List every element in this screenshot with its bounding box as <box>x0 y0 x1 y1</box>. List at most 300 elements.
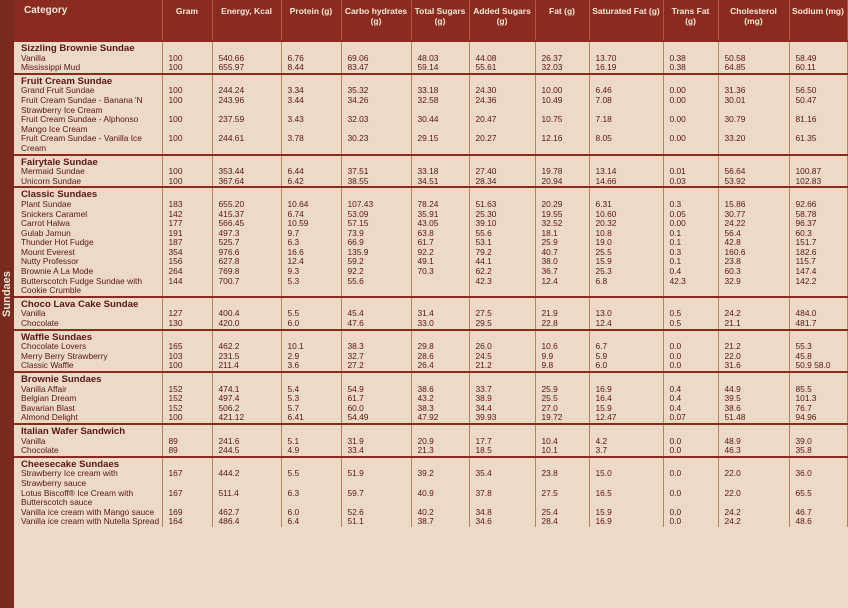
item-name: Gulab Jamun <box>14 229 162 239</box>
item-name: Vanilla Affair <box>14 385 162 395</box>
nutrition-value: 56.4 <box>718 229 789 239</box>
nutrition-value: 24.5 <box>469 352 535 362</box>
nutrition-value: 147.4 <box>789 267 847 277</box>
nutrition-value: 55.61 <box>469 63 535 74</box>
section-title: Cheesecake Sundaes <box>14 457 162 470</box>
nutrition-value: 14.66 <box>589 177 663 188</box>
empty-cell <box>789 424 847 437</box>
table-row <box>14 446 847 457</box>
nutrition-value: 462.7 <box>212 508 281 518</box>
nutrition-value: 66.9 <box>341 238 411 248</box>
nutrition-value: 21.3 <box>411 446 469 457</box>
nutrition-value: 10.8 <box>589 229 663 239</box>
nutrition-value: 37.8 <box>469 489 535 508</box>
nutrition-value: 61.7 <box>411 238 469 248</box>
nutrition-value: 38.7 <box>411 517 469 527</box>
nutrition-value: 0.38 <box>663 63 718 74</box>
nutrition-value: 525.7 <box>212 238 281 248</box>
item-name: Chocolate <box>14 319 162 330</box>
nutrition-value: 481.7 <box>789 319 847 330</box>
nutrition-value: 10.1 <box>535 446 589 457</box>
nutrition-value: 474.1 <box>212 385 281 395</box>
nutrition-value: 191 <box>162 229 212 239</box>
nutrition-value: 400.4 <box>212 309 281 319</box>
nutrition-value: 49.1 <box>411 257 469 267</box>
nutrition-value: 16.5 <box>589 489 663 508</box>
nutrition-value: 169 <box>162 508 212 518</box>
nutrition-value: 26.4 <box>411 361 469 372</box>
nutrition-value: 19.0 <box>589 238 663 248</box>
nutrition-value: 976.6 <box>212 248 281 258</box>
nutrition-value: 0.00 <box>663 96 718 115</box>
nutrition-value: 462.2 <box>212 342 281 352</box>
nutrition-value: 65.5 <box>789 489 847 508</box>
nutrition-value: 244.61 <box>212 134 281 154</box>
empty-cell <box>411 372 469 385</box>
nutrition-value: 10.1 <box>281 342 341 352</box>
nutrition-value: 5.3 <box>281 277 341 297</box>
nutrition-value: 167 <box>162 469 212 488</box>
nutrition-value: 39.10 <box>469 219 535 229</box>
empty-cell <box>535 41 589 54</box>
nutrition-value: 46.7 <box>789 508 847 518</box>
nutrition-value: 35.4 <box>469 469 535 488</box>
nutrition-value: 48.6 <box>789 517 847 527</box>
table-row <box>14 319 847 330</box>
nutrition-value: 415.37 <box>212 210 281 220</box>
nutrition-value: 32.9 <box>718 277 789 297</box>
table-body <box>14 41 847 527</box>
nutrition-value: 655.97 <box>212 63 281 74</box>
nutrition-value: 35.32 <box>341 86 411 96</box>
nutrition-value: 20.94 <box>535 177 589 188</box>
item-name: Classic Waffle <box>14 361 162 372</box>
nutrition-value: 20.47 <box>469 115 535 134</box>
nutrition-value: 30.79 <box>718 115 789 134</box>
nutrition-value: 44.9 <box>718 385 789 395</box>
nutrition-value: 61.35 <box>789 134 847 154</box>
nutrition-value: 7.18 <box>589 115 663 134</box>
nutrition-value: 55.6 <box>341 277 411 297</box>
nutrition-value: 19.78 <box>535 167 589 177</box>
nutrition-value: 5.7 <box>281 404 341 414</box>
nutrition-value: 16.9 <box>589 517 663 527</box>
nutrition-value: 151.7 <box>789 238 847 248</box>
nutrition-value: 9.9 <box>535 352 589 362</box>
nutrition-value: 54.9 <box>341 385 411 395</box>
nutrition-value: 16.19 <box>589 63 663 74</box>
nutrition-value: 20.9 <box>411 437 469 447</box>
nutrition-value: 32.7 <box>341 352 411 362</box>
empty-cell <box>162 372 212 385</box>
nutrition-value: 102.83 <box>789 177 847 188</box>
nutrition-value: 144 <box>162 277 212 297</box>
nutrition-value: 39.2 <box>411 469 469 488</box>
nutrition-value: 29.5 <box>469 319 535 330</box>
nutrition-value: 40.2 <box>411 508 469 518</box>
nutrition-value: 244.5 <box>212 446 281 457</box>
nutrition-value: 31.36 <box>718 86 789 96</box>
nutrition-value: 81.16 <box>789 115 847 134</box>
nutrition-value: 21.1 <box>718 319 789 330</box>
nutrition-value: 421.12 <box>212 413 281 424</box>
nutrition-value: 50.47 <box>789 96 847 115</box>
nutrition-value: 6.3 <box>281 238 341 248</box>
nutrition-value: 40.7 <box>535 248 589 258</box>
nutrition-value: 58.49 <box>789 54 847 64</box>
nutrition-value: 24.2 <box>718 508 789 518</box>
nutrition-value: 0.0 <box>663 361 718 372</box>
nutrition-value: 6.44 <box>281 167 341 177</box>
nutrition-value: 32.03 <box>535 63 589 74</box>
nutrition-value: 94.96 <box>789 413 847 424</box>
item-name: Bavarian Blast <box>14 404 162 414</box>
nutrition-value: 22.0 <box>718 489 789 508</box>
nutrition-value: 444.2 <box>212 469 281 488</box>
nutrition-value: 511.4 <box>212 489 281 508</box>
item-name: Plant Sundae <box>14 200 162 210</box>
section-title: Brownie Sundaes <box>14 372 162 385</box>
nutrition-value: 6.4 <box>281 517 341 527</box>
nutrition-value: 12.4 <box>535 277 589 297</box>
nutrition-value: 22.8 <box>535 319 589 330</box>
item-name: Strawberry Ice cream with Strawberry sauce <box>14 469 162 488</box>
column-header: Cholesterol (mg) <box>718 0 789 41</box>
nutrition-value: 27.2 <box>341 361 411 372</box>
nutrition-value: 6.42 <box>281 177 341 188</box>
nutrition-value: 484.0 <box>789 309 847 319</box>
nutrition-value: 30.44 <box>411 115 469 134</box>
nutrition-value: 59.7 <box>341 489 411 508</box>
table-row <box>14 115 847 134</box>
item-name: Fruit Cream Sundae - Banana 'N Strawberry Ice Cream <box>14 96 162 115</box>
nutrition-value: 5.5 <box>281 469 341 488</box>
nutrition-value: 237.59 <box>212 115 281 134</box>
nutrition-value: 22.0 <box>718 469 789 488</box>
nutrition-value: 15.9 <box>589 257 663 267</box>
nutrition-value: 12.47 <box>589 413 663 424</box>
item-name: Brownie A La Mode <box>14 267 162 277</box>
nutrition-value: 12.4 <box>589 319 663 330</box>
nutrition-value: 100 <box>162 167 212 177</box>
nutrition-value: 85.5 <box>789 385 847 395</box>
empty-cell <box>162 41 212 54</box>
nutrition-value: 48.9 <box>718 437 789 447</box>
nutrition-value: 56.64 <box>718 167 789 177</box>
column-header: Energy, Kcal <box>212 0 281 41</box>
table-row <box>14 177 847 188</box>
nutrition-value: 24.2 <box>718 309 789 319</box>
item-name: Fruit Cream Sundae - Vanilla Ice Cream <box>14 134 162 154</box>
nutrition-value: 25.9 <box>535 385 589 395</box>
nutrition-value: 25.4 <box>535 508 589 518</box>
nutrition-value: 34.8 <box>469 508 535 518</box>
nutrition-value: 13.14 <box>589 167 663 177</box>
nutrition-value: 30.23 <box>341 134 411 154</box>
nutrition-value: 39.5 <box>718 394 789 404</box>
nutrition-table <box>14 0 848 527</box>
empty-cell <box>663 41 718 54</box>
nutrition-value: 0.0 <box>663 517 718 527</box>
nutrition-value: 5.3 <box>281 394 341 404</box>
column-header: Trans Fat (g) <box>663 0 718 41</box>
nutrition-value: 69.06 <box>341 54 411 64</box>
item-name: Carrot Halwa <box>14 219 162 229</box>
nutrition-value: 73.9 <box>341 229 411 239</box>
nutrition-value: 32.52 <box>535 219 589 229</box>
nutrition-value: 0.00 <box>663 219 718 229</box>
item-name: Almond Delight <box>14 413 162 424</box>
nutrition-value: 27.5 <box>469 309 535 319</box>
item-name: Vanilla <box>14 437 162 447</box>
table-row <box>14 96 847 115</box>
empty-cell <box>663 424 718 437</box>
nutrition-value: 38.6 <box>411 385 469 395</box>
nutrition-value: 0.1 <box>663 229 718 239</box>
nutrition-value: 43.2 <box>411 394 469 404</box>
nutrition-value: 231.5 <box>212 352 281 362</box>
side-bar <box>0 0 14 608</box>
nutrition-value: 10.75 <box>535 115 589 134</box>
nutrition-value: 37.51 <box>341 167 411 177</box>
item-name: Merry Berry Strawberry <box>14 352 162 362</box>
empty-cell <box>718 41 789 54</box>
nutrition-value: 18.5 <box>469 446 535 457</box>
column-header: Sodium (mg) <box>789 0 847 41</box>
nutrition-value: 6.7 <box>589 342 663 352</box>
nutrition-value: 27.0 <box>535 404 589 414</box>
nutrition-value: 6.31 <box>589 200 663 210</box>
nutrition-value: 15.0 <box>589 469 663 488</box>
column-header: Fat (g) <box>535 0 589 41</box>
table-row <box>14 413 847 424</box>
nutrition-value: 177 <box>162 219 212 229</box>
nutrition-value: 51.63 <box>469 200 535 210</box>
empty-cell <box>469 372 535 385</box>
empty-cell <box>535 424 589 437</box>
nutrition-value: 53.1 <box>469 238 535 248</box>
nutrition-value: 38.0 <box>535 257 589 267</box>
nutrition-value: 64.85 <box>718 63 789 74</box>
nutrition-value: 20.27 <box>469 134 535 154</box>
nutrition-value: 187 <box>162 238 212 248</box>
item-name: Unicorn Sundae <box>14 177 162 188</box>
nutrition-value: 30.77 <box>718 210 789 220</box>
column-header: Saturated Fat (g) <box>589 0 663 41</box>
nutrition-value: 152 <box>162 394 212 404</box>
nutrition-value: 5.5 <box>281 309 341 319</box>
nutrition-value: 24.36 <box>469 96 535 115</box>
item-name: Fruit Cream Sundae - Alphonso Mango Ice Cream <box>14 115 162 134</box>
item-name: Grand Fruit Sundae <box>14 86 162 96</box>
nutrition-value: 8.05 <box>589 134 663 154</box>
section-title: Fairytale Sundae <box>14 155 162 168</box>
item-name: Butterscotch Fudge Sundae with Cookie Crumble <box>14 277 162 297</box>
nutrition-value: 0.38 <box>663 54 718 64</box>
nutrition-value: 6.46 <box>589 86 663 96</box>
table-row <box>14 489 847 508</box>
nutrition-value: 142.2 <box>789 277 847 297</box>
nutrition-value: 45.8 <box>789 352 847 362</box>
nutrition-value: 47.92 <box>411 413 469 424</box>
section-header-row <box>14 41 847 54</box>
nutrition-value: 22.0 <box>718 352 789 362</box>
nutrition-value: 33.20 <box>718 134 789 154</box>
nutrition-value: 25.5 <box>589 248 663 258</box>
nutrition-value: 15.86 <box>718 200 789 210</box>
nutrition-value: 60.11 <box>789 63 847 74</box>
empty-cell <box>341 41 411 54</box>
nutrition-value: 36.0 <box>789 469 847 488</box>
nutrition-value: 21.2 <box>469 361 535 372</box>
nutrition-value: 76.7 <box>789 404 847 414</box>
nutrition-value: 211.4 <box>212 361 281 372</box>
nutrition-value: 15.9 <box>589 508 663 518</box>
nutrition-value: 6.76 <box>281 54 341 64</box>
nutrition-value: 0.1 <box>663 238 718 248</box>
nutrition-value: 354 <box>162 248 212 258</box>
nutrition-value: 34.6 <box>469 517 535 527</box>
nutrition-value: 33.18 <box>411 167 469 177</box>
nutrition-value: 2.9 <box>281 352 341 362</box>
nutrition-value: 164 <box>162 517 212 527</box>
column-header: Carbo hydrates (g) <box>341 0 411 41</box>
nutrition-value: 59.2 <box>341 257 411 267</box>
nutrition-value: 50.9 58.0 <box>789 361 847 372</box>
section-header-row <box>14 424 847 437</box>
item-name: Chocolate <box>14 446 162 457</box>
nutrition-value: 30.01 <box>718 96 789 115</box>
nutrition-value: 18.1 <box>535 229 589 239</box>
nutrition-value: 13.0 <box>589 309 663 319</box>
nutrition-value: 0.05 <box>663 210 718 220</box>
nutrition-value: 27.40 <box>469 167 535 177</box>
nutrition-value: 353.44 <box>212 167 281 177</box>
nutrition-value: 264 <box>162 267 212 277</box>
empty-cell <box>789 41 847 54</box>
nutrition-value: 23.8 <box>535 469 589 488</box>
nutrition-value: 38.6 <box>718 404 789 414</box>
empty-cell <box>212 424 281 437</box>
section-title: Sizzling Brownie Sundae <box>14 41 162 54</box>
section-title: Waffle Sundaes <box>14 330 162 343</box>
nutrition-value: 60.3 <box>718 267 789 277</box>
nutrition-value: 25.9 <box>535 238 589 248</box>
nutrition-value: 25.3 <box>589 267 663 277</box>
nutrition-value: 54.49 <box>341 413 411 424</box>
nutrition-value: 0.5 <box>663 319 718 330</box>
table-row <box>14 277 847 297</box>
empty-cell <box>663 372 718 385</box>
side-label: Sundaes <box>1 271 13 317</box>
nutrition-value: 51.1 <box>341 517 411 527</box>
nutrition-value: 33.4 <box>341 446 411 457</box>
nutrition-value: 156 <box>162 257 212 267</box>
nutrition-value: 83.47 <box>341 63 411 74</box>
nutrition-value: 566.45 <box>212 219 281 229</box>
nutrition-value: 243.96 <box>212 96 281 115</box>
section-title: Fruit Cream Sundae <box>14 74 162 87</box>
item-name: Vanilla ice cream with Mango sauce <box>14 508 162 518</box>
item-name: Vanilla <box>14 54 162 64</box>
nutrition-value: 127 <box>162 309 212 319</box>
nutrition-value: 53.09 <box>341 210 411 220</box>
empty-cell <box>535 372 589 385</box>
nutrition-value: 42.8 <box>718 238 789 248</box>
nutrition-value: 3.6 <box>281 361 341 372</box>
empty-cell <box>718 372 789 385</box>
nutrition-value: 34.4 <box>469 404 535 414</box>
nutrition-value: 100 <box>162 361 212 372</box>
empty-cell <box>212 41 281 54</box>
nutrition-value: 46.3 <box>718 446 789 457</box>
nutrition-value: 0.4 <box>663 394 718 404</box>
item-name: Mermaid Sundae <box>14 167 162 177</box>
empty-cell <box>589 372 663 385</box>
nutrition-value: 28.34 <box>469 177 535 188</box>
table-row <box>14 361 847 372</box>
nutrition-value: 26.0 <box>469 342 535 352</box>
nutrition-value: 100.87 <box>789 167 847 177</box>
nutrition-value: 0.3 <box>663 200 718 210</box>
nutrition-value: 10.00 <box>535 86 589 96</box>
nutrition-value: 100 <box>162 134 212 154</box>
nutrition-value: 107.43 <box>341 200 411 210</box>
nutrition-value: 5.9 <box>589 352 663 362</box>
nutrition-value: 19.55 <box>535 210 589 220</box>
nutrition-value: 769.8 <box>212 267 281 277</box>
nutrition-value: 367.64 <box>212 177 281 188</box>
empty-cell <box>411 41 469 54</box>
nutrition-value: 0.0 <box>663 469 718 488</box>
nutrition-value: 16.9 <box>589 385 663 395</box>
nutrition-value: 10.6 <box>535 342 589 352</box>
empty-cell <box>212 372 281 385</box>
nutrition-value: 0.0 <box>663 489 718 508</box>
nutrition-value: 6.41 <box>281 413 341 424</box>
nutrition-value: 10.49 <box>535 96 589 115</box>
nutrition-value: 0.0 <box>663 508 718 518</box>
nutrition-value: 17.7 <box>469 437 535 447</box>
column-header: Gram <box>162 0 212 41</box>
nutrition-value: 100 <box>162 63 212 74</box>
table-row <box>14 517 847 527</box>
item-name: Chocolate Lovers <box>14 342 162 352</box>
nutrition-value: 55.3 <box>789 342 847 352</box>
nutrition-value: 26.37 <box>535 54 589 64</box>
nutrition-value: 55.6 <box>469 229 535 239</box>
column-header: Category <box>14 0 162 41</box>
nutrition-value: 0.0 <box>663 352 718 362</box>
nutrition-value: 96.37 <box>789 219 847 229</box>
nutrition-value: 700.7 <box>212 277 281 297</box>
empty-cell <box>281 372 341 385</box>
nutrition-value: 34.26 <box>341 96 411 115</box>
nutrition-value: 3.34 <box>281 86 341 96</box>
nutrition-value: 39.93 <box>469 413 535 424</box>
header-row <box>14 0 847 41</box>
nutrition-value: 142 <box>162 210 212 220</box>
nutrition-value: 60.0 <box>341 404 411 414</box>
nutrition-value: 100 <box>162 413 212 424</box>
table-row <box>14 469 847 488</box>
empty-cell <box>469 424 535 437</box>
nutrition-value: 152 <box>162 385 212 395</box>
item-name: Thunder Hot Fudge <box>14 238 162 248</box>
nutrition-value: 12.16 <box>535 134 589 154</box>
nutrition-value: 100 <box>162 86 212 96</box>
nutrition-value <box>411 277 469 297</box>
